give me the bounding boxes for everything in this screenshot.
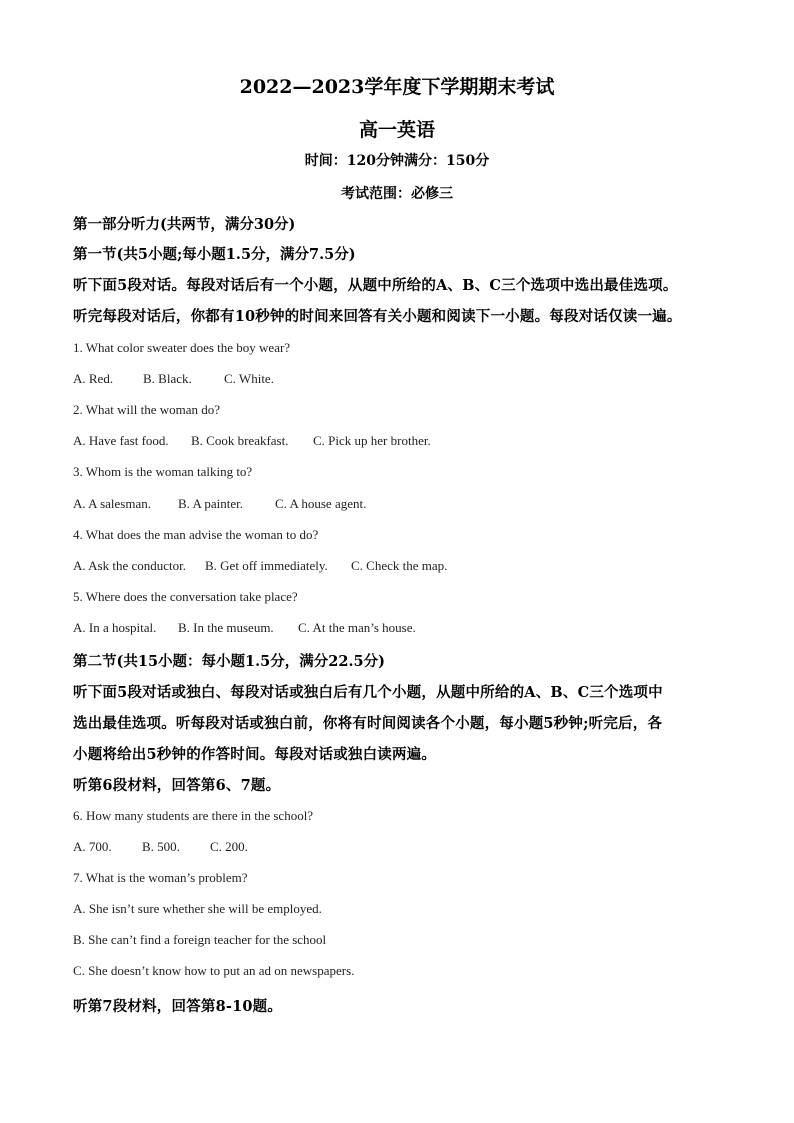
option-7b: B. She can’t find a foreign teacher for the school: [73, 932, 327, 947]
exam-title: 2022—2023学年度下学期期末考试: [239, 76, 555, 98]
option-5a: A. In a hospital.: [73, 620, 157, 635]
exam-subject: 高一英语: [358, 119, 435, 141]
option-7a: A. She isn’t sure whether she will be employed.: [73, 901, 322, 916]
option-2c: C. Pick up her brother.: [313, 433, 431, 448]
question-2: 2. What will the woman do?: [73, 402, 221, 417]
question-4: 4. What does the man advise the woman to do?: [73, 527, 319, 542]
option-6a: A. 700.: [73, 839, 112, 854]
option-2a: A. Have fast food.: [73, 433, 169, 448]
part1-heading: 第一部分听力(共两节，满分30分): [73, 216, 296, 233]
option-1a: A. Red.: [73, 371, 114, 386]
material-7-heading: 听第7段材料，回答第8-10题。: [73, 998, 283, 1015]
option-3c: C. A house agent.: [275, 496, 367, 511]
question-5: 5. Where does the conversation take place?: [73, 589, 298, 604]
question-1: 1. What color sweater does the boy wear?: [73, 340, 291, 355]
material-6-heading: 听第6段材料，回答第6、7题。: [73, 777, 281, 794]
section1-instruction-line: 听完每段对话后，你都有10秒钟的时间来回答有关小题和阅读下一小题。每段对话仅读一遍。: [73, 308, 682, 325]
section1-instruction-line: 听下面5段对话。每段对话后有一个小题，从题中所给的A、B、C三个选项中选出最佳选项。: [73, 277, 678, 294]
section2-instruction-line: 选出最佳选项。听每段对话或独白前，你将有时间阅读各个小题，每小题5秒钟;听完后，各: [73, 715, 663, 732]
option-4a: A. Ask the conductor.: [73, 558, 187, 573]
option-3b: B. A painter.: [178, 496, 243, 511]
exam-time-info: 时间：120分钟满分：150分: [304, 153, 490, 169]
option-6b: B. 500.: [142, 839, 180, 854]
option-1b: B. Black.: [143, 371, 192, 386]
section2-instruction-line: 听下面5段对话或独白、每段对话或独白后有几个小题，从题中所给的A、B、C三个选项中: [73, 684, 663, 701]
section1-heading: 第一节(共5小题;每小题1.5分，满分7.5分): [73, 246, 356, 263]
option-2b: B. Cook breakfast.: [191, 433, 289, 448]
section2-instruction-line: 小题将给出5秒钟的作答时间。每段对话或独白读两遍。: [73, 746, 437, 763]
option-4b: B. Get off immediately.: [205, 558, 328, 573]
exam-scope: 考试范围：必修三: [341, 186, 453, 202]
question-3: 3. Whom is the woman talking to?: [73, 464, 253, 479]
question-6: 6. How many students are there in the school?: [73, 808, 314, 823]
option-7c: C. She doesn’t know how to put an ad on newspapers.: [73, 963, 355, 978]
option-1c: C. White.: [224, 371, 274, 386]
question-7: 7. What is the woman’s problem?: [73, 870, 248, 885]
option-3a: A. A salesman.: [73, 496, 151, 511]
option-4c: C. Check the map.: [351, 558, 448, 573]
option-5b: B. In the museum.: [178, 620, 274, 635]
option-6c: C. 200.: [210, 839, 248, 854]
section2-heading: 第二节(共15小题：每小题1.5分，满分22.5分): [73, 653, 385, 670]
option-5c: C. At the man’s house.: [298, 620, 416, 635]
